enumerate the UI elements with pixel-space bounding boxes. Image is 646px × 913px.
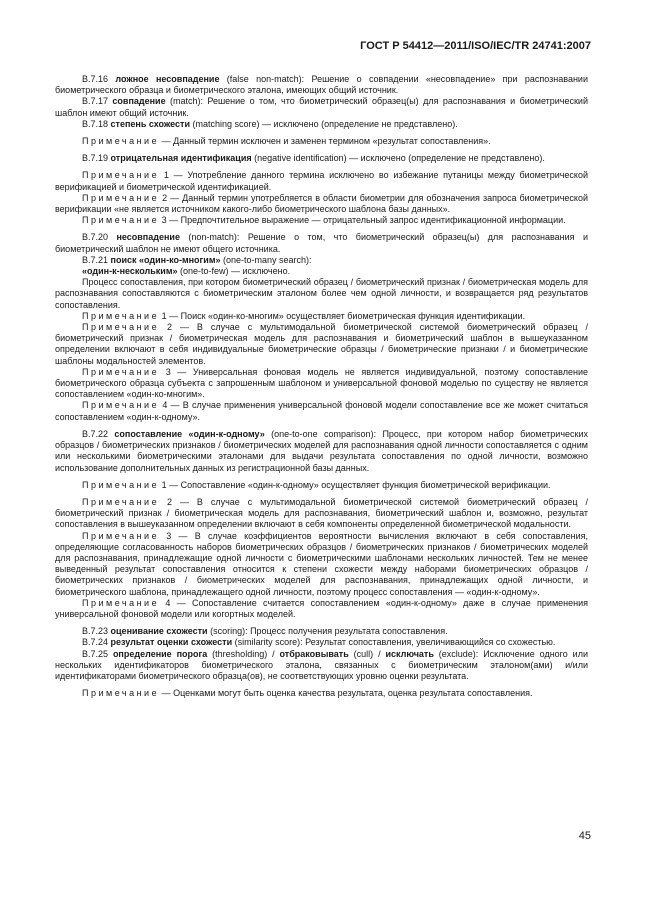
term-name: поиск «один-ко-многим» (110, 254, 221, 265)
note-paragraph (55, 322, 588, 367)
paragraph-text: 2 — В случае с мультимодальной биометрической системой биометрический образец / биометрический признак / биометрическая модель для распознавания и биометрический шаблон в вышеуказанном определении включают в себя индивидуальные биометрические образцы / биометрические признаки / и биометрические шаблоны модальностей элементов. (55, 322, 588, 366)
paragraph-text: B.7.24 (82, 637, 111, 648)
paragraph-text: (exclude): Исключение одного или нескольких идентификаторов биометрического эталона, связанных с биометрическим эталоном(ами) и/или идентификаторами биометрического образца(ов), не соответствующих уровню оценки результата. (55, 648, 588, 681)
paragraph-text: 4 — Сопоставление считается сопоставлением «один-к-одному» даже в случае применения универсальной фоновой модели или когортных моделей. (55, 597, 588, 619)
term-name: степень схожести (110, 118, 191, 129)
paragraph-text: 3 — Предпочтительное выражение — отрицательный запрос идентификационной информации. (159, 215, 566, 226)
term-paragraph (55, 649, 588, 683)
paragraph-text: B.7.18 (82, 118, 111, 129)
term-paragraph (55, 232, 588, 254)
term-name: ложное несовпадение (115, 74, 220, 84)
paragraph-text: (non-match): Решение о том, что биометрический образец(ы) для распознавания и биометрический шаблон не имеют общего источника. (55, 232, 588, 254)
note-paragraph (55, 136, 588, 147)
term-paragraph (55, 74, 588, 96)
paragraph-text: (matching score) — исключено (определение не представлено). (190, 118, 458, 129)
note-paragraph (55, 215, 588, 226)
note-paragraph (55, 598, 588, 620)
note-label: Примечание (82, 322, 160, 333)
note-paragraph (55, 497, 588, 531)
note-label: Примечание (82, 215, 160, 226)
note-paragraph (55, 193, 588, 215)
note-label: Примечание (82, 170, 160, 181)
paragraph-text: (scoring): Процесс получения результата сопоставления. (207, 626, 448, 637)
paragraph-text: (one-to-many search): (220, 254, 312, 265)
note-label: Примечание (82, 597, 160, 608)
paragraph-text: B.7.22 (82, 428, 115, 439)
document-body (55, 74, 588, 699)
term-name: сопоставление «один-к-одному» (114, 428, 265, 439)
paragraph-text: (match): Решение о том, что биометрический образец(ы) для распознавания и биометрический шаблон имеют общий источник. (55, 96, 588, 118)
note-label: Примечание (82, 192, 160, 203)
paragraph-text: (one-to-few) — исключено. (177, 266, 291, 277)
term-paragraph (55, 626, 588, 637)
paragraph-text: (cull) / (348, 648, 386, 659)
paragraph-text: B.7.16 (82, 74, 116, 84)
term-name: определение порога (112, 648, 208, 659)
paragraph-text: 3 — Универсальная фоновая модель не является индивидуальной, поэтому сопоставление биометрического образца субъекта с запрошенным шаблоном и универсальной фоновой моделью по существу не является сопоставлением «один-ко-многим». (55, 366, 588, 400)
note-label: Примечание (82, 496, 160, 507)
term-paragraph (55, 119, 588, 130)
term-name: оценивание схожести (110, 626, 208, 637)
note-label: Примечание (82, 136, 160, 147)
note-label: Примечание (82, 479, 160, 490)
paragraph-text: — Данный термин исключен и заменен термином «результат сопоставления». (159, 136, 491, 147)
note-paragraph (55, 531, 588, 598)
paragraph-text: B.7.19 (82, 153, 111, 164)
paragraph-text: 1 — Сопоставление «один-к-одному» осуществляет функция биометрической верификации. (159, 479, 551, 490)
term-name: отрицательная идентификация (110, 153, 252, 164)
paragraph-text: 4 — В случае применения универсальной фоновой модели сопоставление все же может считаться сопоставлением «один-к-одному». (55, 400, 588, 422)
note-paragraph (55, 688, 588, 699)
note-label: Примечание (82, 310, 160, 321)
term-name: исключать (385, 648, 434, 659)
term-name: совпадение (112, 96, 166, 107)
term-paragraph (55, 153, 588, 164)
term-paragraph (55, 429, 588, 474)
term-paragraph (55, 96, 588, 118)
term-name: «один-к-нескольким» (82, 266, 178, 277)
term-paragraph (55, 266, 588, 277)
paragraph-text: (negative identification) — исключено (определение не представлено). (251, 153, 545, 164)
term-name: результат оценки схожести (110, 637, 233, 648)
paragraph-text: (thresholding) / (207, 648, 280, 659)
document-header: ГОСТ Р 54412—2011/ISO/IEC/TR 24741:2007 (360, 40, 591, 52)
paragraph-text: (similarity score): Результат сопоставления, увеличивающийся со схожестью. (232, 637, 556, 648)
paragraph-text: Процесс сопоставления, при котором биометрический образец / биометрический признак / биометрическая модель для распознавания сопоставляются с биометрическим эталоном более чем одной личности, и возвращается ряд результатов сопоставления. (55, 277, 588, 310)
term-paragraph (55, 277, 588, 311)
note-paragraph (55, 170, 588, 192)
paragraph-text: 2 — В случае с мультимодальной биометрической системой биометрический образец / биометрический признак / биометрическая модель для распознавания, биометрический шаблон и, возможно, результат сопоставления в вышеуказанном определении включают в себя компоненты определенной биометрической модальности. (55, 496, 588, 530)
paragraph-text: — Оценками могут быть оценка качества результата, оценка результата сопоставления. (159, 688, 533, 699)
paragraph-text: 3 — В случае коэффициентов вероятности вычисления включают в себя сопоставления, определяющие согласованность наборов биометрических образцов / биометрических признаков / биометрических моделей для распознавания, принадлежащие одной личности с биометрическими шаблонами нескольких личностей. Тем не менее выведенный результат сопоставления относится к степени схожести между наборами биометрических образцов / биометрических признаков / биометрических моделей для распознавания, принадлежащих одной личности, и биометрического шаблона, принадлежащего одной личности, поэтому процесс сопоставления — «один-к-одному». (55, 530, 588, 597)
paragraph-text: (false non-match): Решение о совпадении «несовпадение» при распознавании биометрического образца и биометрического эталона, имеющих общий источник. (55, 74, 588, 96)
paragraph-text: B.7.21 (82, 254, 111, 265)
term-name: несовпадение (116, 232, 180, 243)
paragraph-text: B.7.25 (82, 648, 113, 659)
note-paragraph (55, 480, 588, 491)
note-label: Примечание (82, 530, 160, 541)
paragraph-text: B.7.17 (82, 96, 113, 107)
note-paragraph (55, 400, 588, 422)
note-label: Примечание (82, 400, 160, 411)
paragraph-text: (one-to-one comparison): Процесс, при котором набор биометрических образцов / биометрических признаков / биометрических моделей для распознавания одной личности сопоставляется с одним или несколькими биометрическими эталонами для выдачи результата сопоставления по одной личности, возможно использование дополнительных данных из регистрационной базы данных. (55, 428, 588, 473)
note-paragraph (55, 367, 588, 401)
term-paragraph (55, 637, 588, 648)
term-paragraph (55, 255, 588, 266)
paragraph-text: B.7.20 (82, 232, 117, 243)
paragraph-text: 1 — Поиск «один-ко-многим» осуществляет биометрическая функция идентификации. (159, 310, 526, 321)
page-number: 45 (578, 830, 591, 842)
note-paragraph (55, 311, 588, 322)
note-label: Примечание (82, 688, 160, 699)
paragraph-text: 2 — Данный термин употребляется в области биометрии для обозначения запроса биометрической верификации «не является источником какого-либо биометрического шаблона базы данных». (55, 192, 588, 215)
note-label: Примечание (82, 366, 160, 377)
term-name: отбраковывать (279, 648, 349, 659)
paragraph-text: 1 — Употребление данного термина исключено во избежание путаницы между биометрической верификацией и биометрической идентификацией. (55, 170, 588, 192)
paragraph-text: B.7.23 (82, 626, 111, 637)
